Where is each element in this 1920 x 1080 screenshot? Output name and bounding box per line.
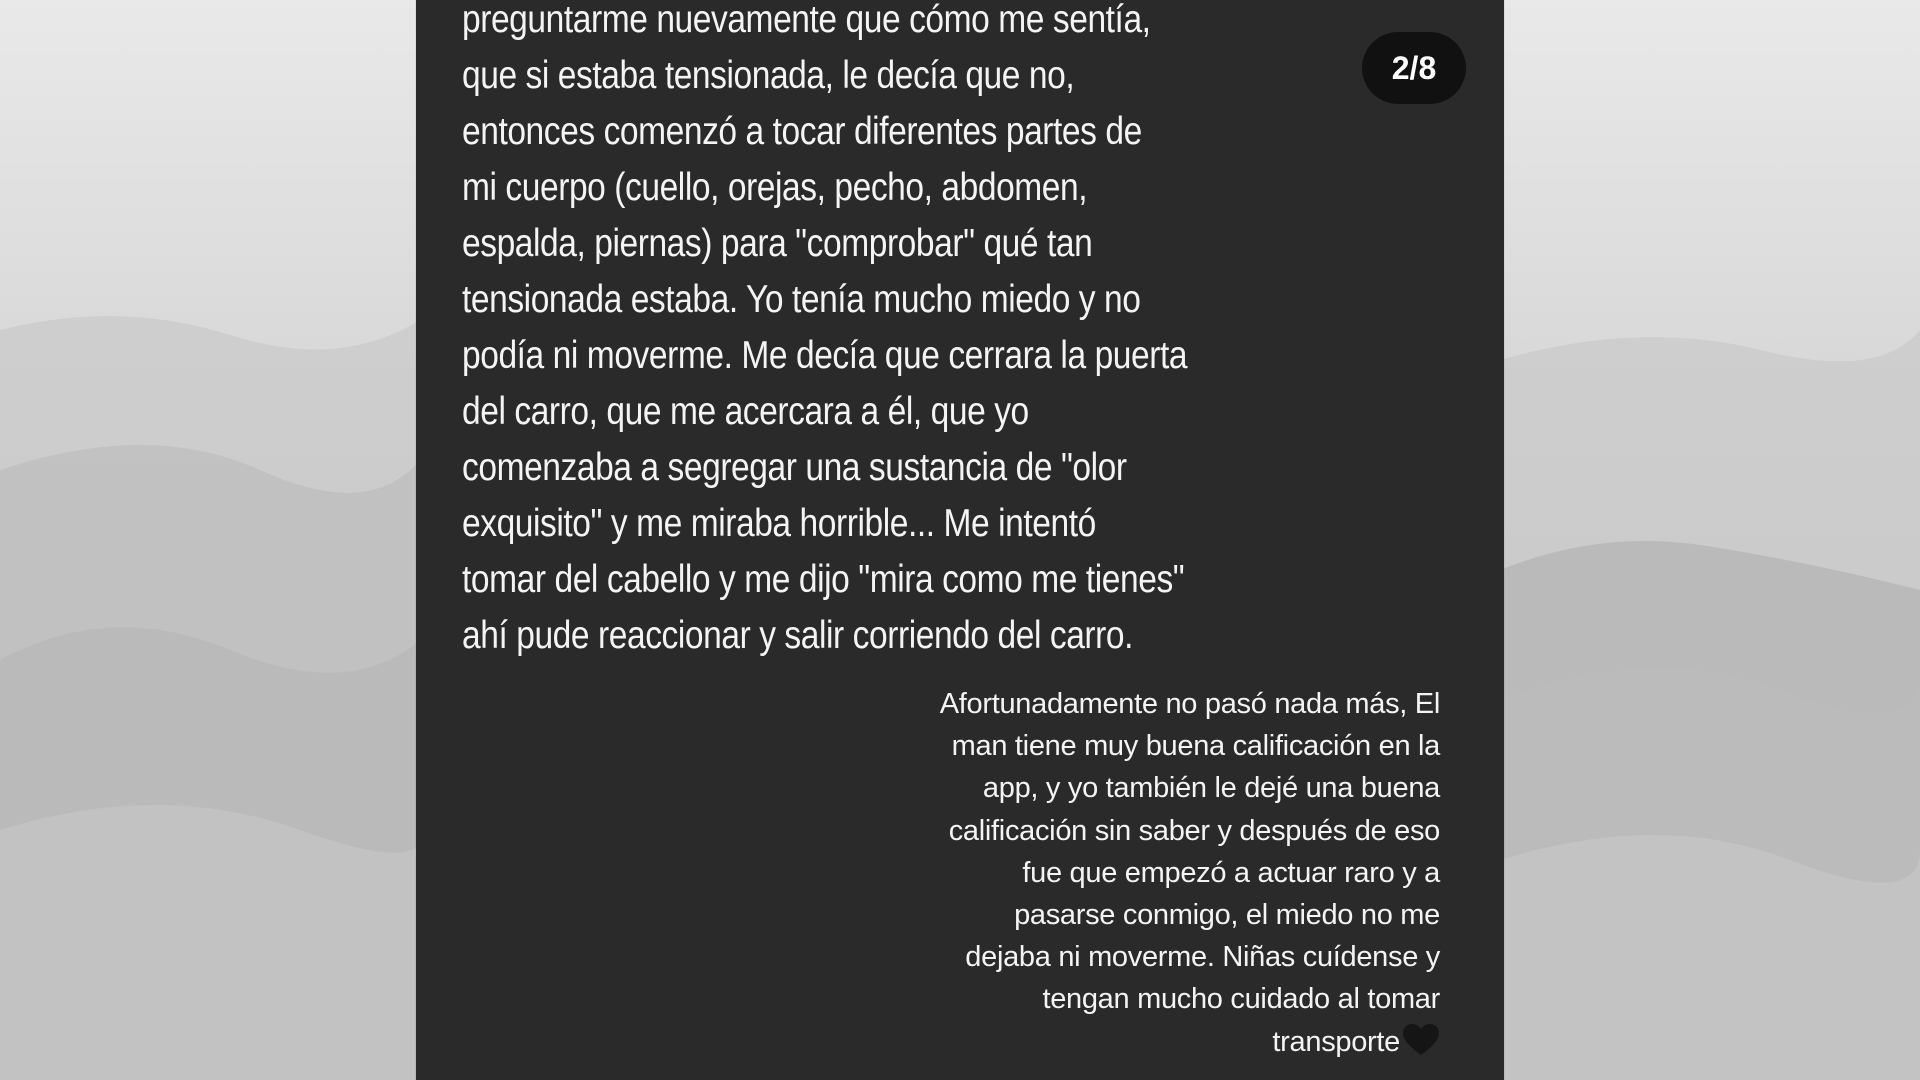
story-main-text: preguntarme nuevamente que cómo me sentía, que si estaba tensionada, le decía que no, entonces comenzó a tocar diferentes partes de mi cuerpo (cuello, orejas, pecho, abdomen, espalda, piernas) para "comprobar" qué tan tensionada estaba. Yo tenía mucho miedo y no podía ni moverme. Me decía que cerrara la puerta del carro, que me acercara a él, que yo comenzaba a segregar una sustancia de "olor exquisito" y me miraba horrible... Me intentó tomar del cabello y me dijo "mira como me tienes" ahí pude reaccionar y salir corriendo del carro. [462, 0, 1188, 657]
story-caption-text: Afortunadamente no pasó nada más, El man tiene muy buena calificación en la app, y yo también le dejé una buena calificación sin saber y después de eso fue que empezó a actuar raro y a pasarse conmigo, el miedo no me dejaba ni moverme. Niñas cuídense y tengan mucho cuidado al tomar transporte [939, 688, 1440, 1058]
story-caption [880, 683, 1440, 1063]
story-card [416, 0, 1504, 1080]
page-counter-badge: 2/8 [1362, 32, 1466, 104]
black-heart-icon [1402, 1023, 1440, 1057]
